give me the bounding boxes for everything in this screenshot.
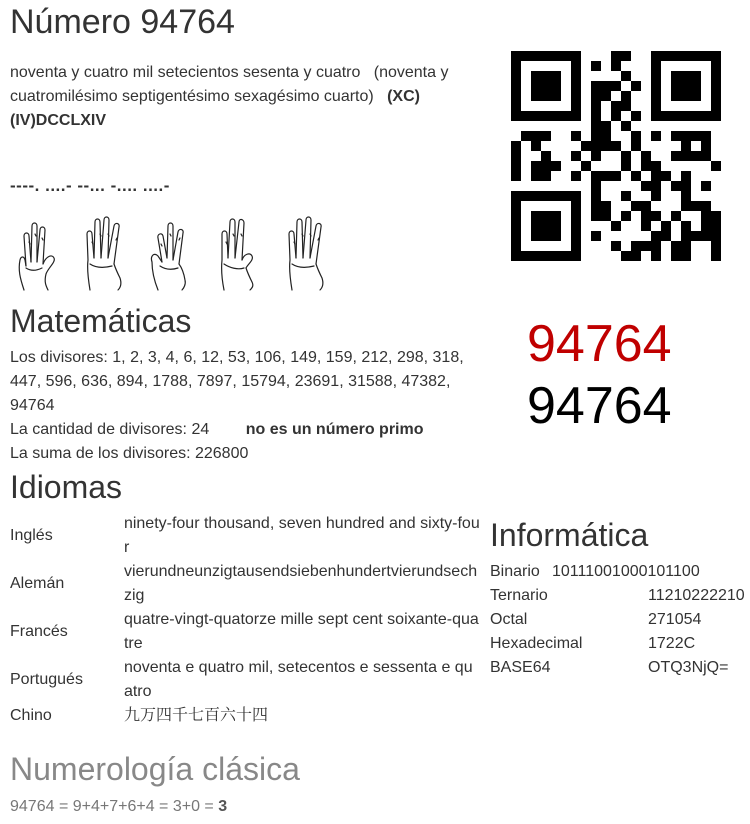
count-label: La cantidad de divisores: — [10, 421, 187, 438]
sum-value: 226800 — [194, 445, 249, 462]
informatics-list — [490, 560, 748, 680]
language-text: quatre-vingt-quatorze mille sept cent soixante-quatre — [123, 611, 479, 652]
roman-numeral: (XC)(IV)DCCLXIV — [10, 88, 420, 129]
section-heading-numerology: Numerología clásica — [10, 751, 300, 787]
language-text: vierundneunzigtausendsiebenhundertvierundsechzig — [123, 563, 478, 604]
divisor-count — [10, 418, 424, 442]
table-row — [10, 512, 480, 560]
info-value: 1722C — [648, 635, 696, 652]
info-label: Octal — [490, 611, 528, 628]
qr-code-icon — [511, 51, 721, 261]
count-value: 24 — [191, 421, 210, 438]
table-row — [10, 608, 480, 656]
language-text: ninety-four thousand, seven hundred and sixty-four — [123, 515, 480, 556]
language-name: Alemán — [10, 575, 65, 592]
language-name: Francés — [10, 623, 68, 640]
hand-sign-4-icon — [280, 212, 336, 292]
language-text: 九万四千七百六十四 — [123, 707, 268, 724]
numerology-equation — [10, 795, 227, 819]
number-in-words — [10, 61, 480, 133]
hand-sign-7-icon — [144, 212, 200, 292]
words-ordinal: (noventa y cuatromilésimo septigentésimo sexagésimo cuarto) — [10, 64, 449, 105]
section-heading-math: Matemáticas — [10, 303, 192, 339]
info-label: Binario — [490, 563, 540, 580]
language-name: Inglés — [10, 527, 53, 544]
divisors-text — [10, 346, 480, 418]
info-label: Ternario — [490, 587, 548, 604]
list-item — [490, 608, 748, 632]
table-row — [10, 704, 480, 728]
big-number-red: 94764 — [527, 315, 672, 373]
hand-signs — [10, 212, 340, 292]
section-heading-informatics: Informática — [490, 517, 649, 553]
morse-code: ----. ....- --... -.... ....- — [10, 176, 170, 195]
info-value: 271054 — [648, 611, 702, 628]
list-item — [490, 632, 748, 656]
hand-sign-4-icon — [78, 212, 134, 292]
language-name: Portugués — [10, 671, 83, 688]
language-name: Chino — [10, 707, 52, 724]
hand-sign-6-icon — [212, 212, 268, 292]
list-item — [490, 656, 748, 680]
info-value: 10111001000101100 — [552, 563, 700, 580]
languages-table — [10, 512, 480, 728]
list-item — [490, 560, 748, 584]
page-title: Número 94764 — [10, 3, 235, 41]
table-row — [10, 656, 480, 704]
info-value: 11210222210 — [648, 587, 745, 604]
big-number-black: 94764 — [527, 377, 672, 435]
sum-label: La suma de los divisores: — [10, 445, 191, 462]
numerology-result: 3 — [218, 798, 228, 815]
words-spanish: noventa y cuatro mil setecientos sesenta y cuatro — [10, 64, 361, 81]
list-item — [490, 584, 748, 608]
divisors-list: 1, 2, 3, 4, 6, 12, 53, 106, 149, 159, 212, 298, 318, 447, 596, 636, 894, 1788, 7897, 15794, 23691, 31588, 47382, 94764 — [10, 349, 464, 414]
numerology-sum: 94764 = 9+4+7+6+4 = 3+0 = — [10, 798, 214, 815]
table-row — [10, 560, 480, 608]
info-value: OTQ3NjQ= — [648, 659, 729, 676]
info-label: BASE64 — [490, 659, 551, 676]
prime-status: no es un número primo — [245, 421, 424, 438]
hand-sign-9-icon — [10, 212, 66, 292]
language-text: noventa e quatro mil, setecentos e sessenta e quatro — [123, 659, 473, 700]
info-label: Hexadecimal — [490, 635, 583, 652]
divisors-label: Los divisores: — [10, 349, 108, 366]
section-heading-languages: Idiomas — [10, 469, 123, 505]
divisor-sum — [10, 442, 248, 466]
